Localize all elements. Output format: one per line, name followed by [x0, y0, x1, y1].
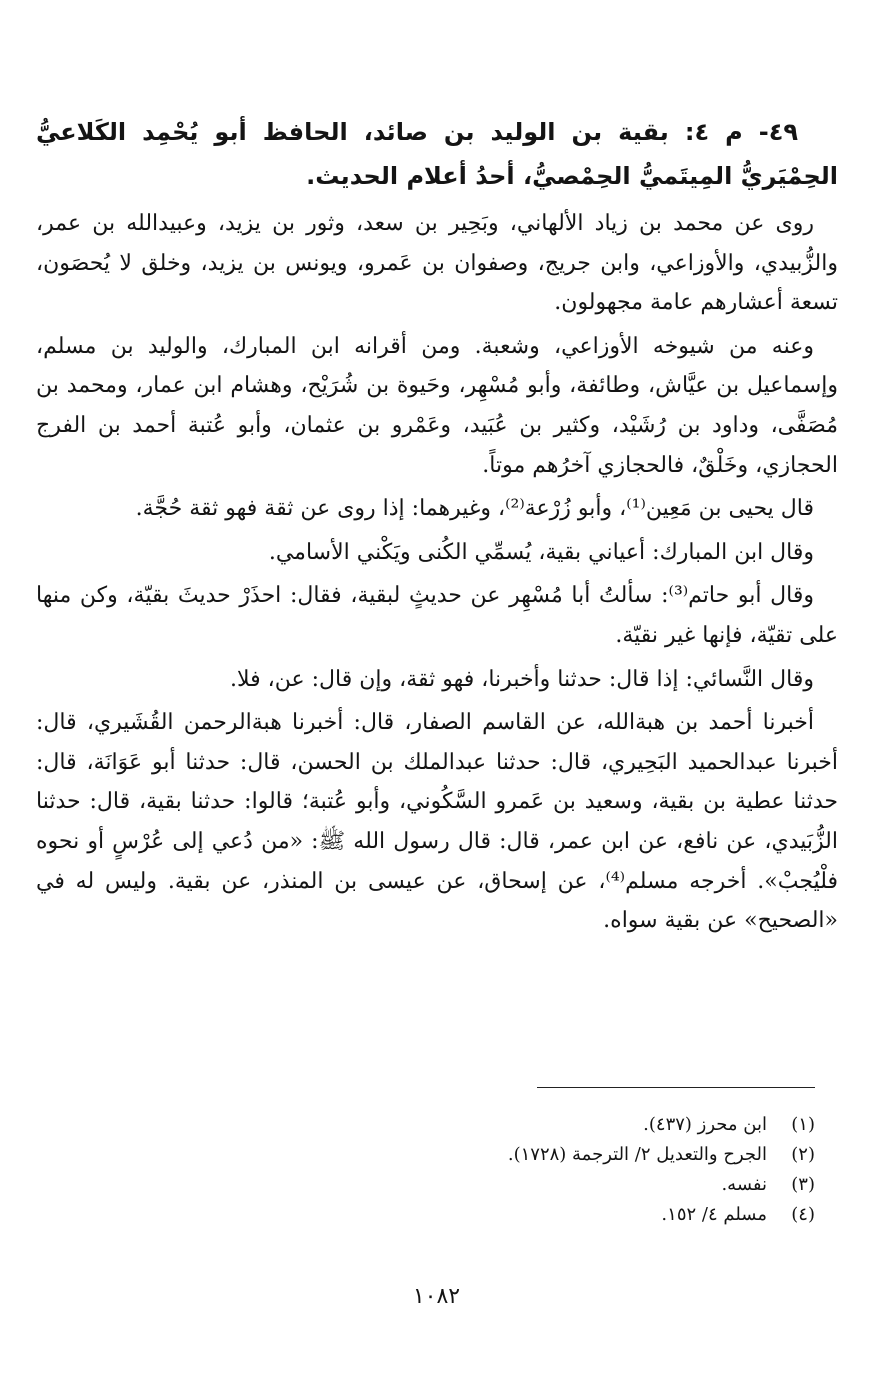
- footnote-text: نفسه.: [721, 1174, 767, 1195]
- footnote-number: (١): [791, 1114, 815, 1135]
- paragraph-ibn-main: قال يحيى بن مَعِين⁽¹⁾، وأبو زُرْعة⁽²⁾، وغيرهما: إذا روى عن ثقة فهو ثقة حُجَّة.: [135, 496, 814, 522]
- paragraph-nasai: وقال النَّسائي: إذا قال: حدثنا وأخبرنا، فهو ثقة، وإن قال: عن، فلا.: [230, 666, 814, 692]
- paragraph-abu-hatim: وقال أبو حاتم⁽³⁾: سألتُ أبا مُسْهِر عن حديثٍ لبقية، فقال: احذَرْ حديثَ بقيّة، وكن منها على تقيّة، فإنها غير نقيّة.: [36, 583, 838, 648]
- footnote-item: [395, 1200, 815, 1230]
- page-body: [36, 110, 838, 941]
- footnote-number: (٣): [791, 1174, 815, 1195]
- paragraph-narrators: وعنه من شيوخه الأوزاعي، وشعبة. ومن أقرانه ابن المبارك، والوليد بن مسلم، وإسماعيل بن عيَّاش، وطائفة، وأبو مُسْهِر، وحَيوة بن شُرَيْح، وهشام ابن عمار، ومحمد بن مُصَفَّى، وداود بن رُشَيْد، وكثير بن عُبَيد، وعَمْرو بن عثمان، وأبو عُتبة أحمد بن الفرج الحجازي، وخَلْقٌ، فالحجازي آخرُهم موتاً.: [36, 333, 838, 478]
- footnote-text: مسلم ٤/ ١٥٢.: [661, 1204, 767, 1225]
- footnote-item: [395, 1140, 815, 1170]
- footnotes: [395, 1110, 815, 1230]
- paragraph-narrated-from: روى عن محمد بن زياد الألهاني، وبَحِير بن سعد، وثور بن يزيد، وعبيدالله بن عمر، والزُّبيدي، والأوزاعي، وابن جريج، وصفوان بن عَمرو، ويونس بن يزيد، وخلق لا يُحصَون، تسعة أعشارهم عامة مجهولون.: [36, 211, 838, 316]
- footnote-item: [395, 1170, 815, 1200]
- footnote-text: الجرح والتعديل ٢/ الترجمة (١٧٢٨).: [507, 1144, 767, 1165]
- footnote-item: [395, 1110, 815, 1140]
- paragraph-hadith-chain: أخبرنا أحمد بن هبةالله، عن القاسم الصفار، قال: أخبرنا هبةالرحمن القُشَيري، قال: أخبرنا عبدالحميد البَحِيري، قال: حدثنا عبدالملك بن الحسن، قال: حدثنا أبو عَوَانَة، قال: حدثنا عطية بن بقية، وسعيد بن عَمرو السَّكُوني، وأبو عُتبة؛ قالوا: حدثنا بقية، قال: حدثنا الزُّبَيدي، عن نافع، عن ابن عمر، قال: قال رسول الله ﷺ: «من دُعي إلى عُرْسٍ أو نحوه فلْيُجبْ». أخرجه مسلم⁽⁴⁾، عن إسحاق، عن عيسى بن المنذر، عن بقية. وليس له في «الصحيح» عن بقية سواه.: [36, 710, 838, 934]
- paragraph-ibn-mubarak: وقال ابن المبارك: أعياني بقية، يُسمِّي الكُنى ويَكْني الأسامي.: [268, 539, 814, 565]
- footnote-divider: [537, 1087, 815, 1088]
- page-number: ١٠٨٢: [412, 1284, 461, 1309]
- footnote-number: (٤): [791, 1204, 815, 1225]
- footnote-number: (٢): [791, 1144, 815, 1165]
- footnote-text: ابن محرز (٤٣٧).: [643, 1114, 767, 1135]
- entry-heading: ٤٩- م ٤: بقية بن الوليد بن صائد، الحافظ أبو يُحْمِد الكَلاعيُّ الحِمْيَريُّ المِيتَميُّ الحِمْصيُّ، أحدُ أعلام الحديث.: [36, 118, 838, 190]
